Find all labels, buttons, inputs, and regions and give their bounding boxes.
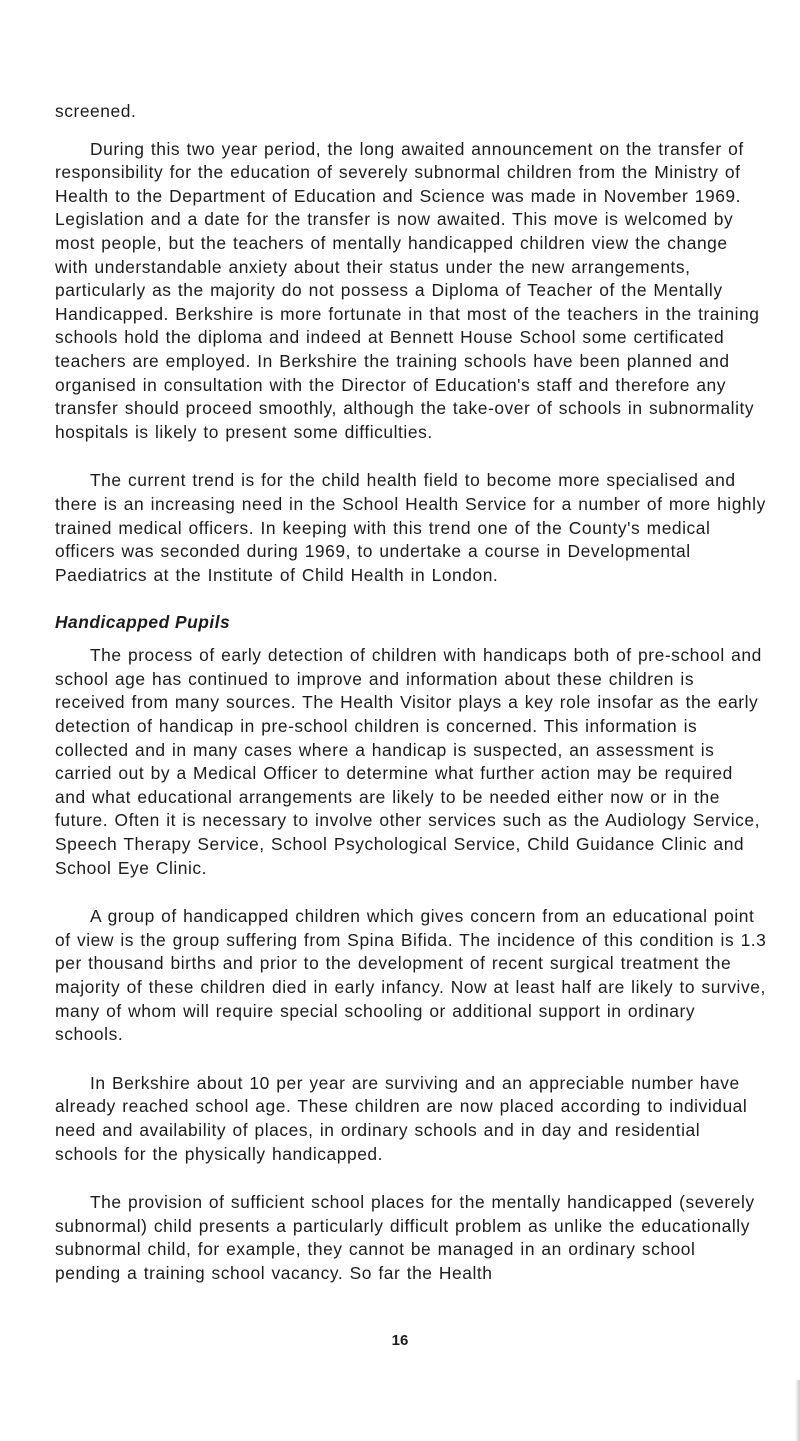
section-heading: Handicapped Pupils bbox=[55, 612, 231, 633]
paragraph-education-transfer: During this two year period, the long awaited announcement on the transfer of responsibility for the education of severely subnormal children from the Ministry of Health to the Department of Education and Science was made in November 1969. Legislation and a date for the transfer is now awaited. This move is welcomed by most people, but the teachers of mentally handicapped children view the change with understandable anxiety about their status under the new arrangements, particularly as the majority do not possess a Diploma of Teacher of the Mentally Handicapped. Berkshire is more fortunate in that most of the teachers in the training schools hold the diploma and indeed at Bennett House School some certificated teachers are employed. In Berkshire the training schools have been planned and organised in consultation with the Director of Education's staff and therefore any transfer should proceed smoothly, although the take-over of schools in subnormality hospitals is likely to present some difficulties. bbox=[55, 138, 760, 442]
paragraph-child-health-trend: The current trend is for the child health field to become more specialised and there is an increasing need in the School Health Service for a number of more highly trained medical officers. In keeping with this trend one of the County's medical officers was seconded during 1969, to undertake a course in Developmental Paediatrics at the Institute of Child Health in London. bbox=[55, 470, 766, 585]
paragraph-berkshire-survivors: In Berkshire about 10 per year are surviving and an appreciable number have already reached school age. These children are now placed according to individual need and availability of places, in ordinary schools and in day and residential schools for the physically handicapped. bbox=[55, 1072, 748, 1164]
document-page bbox=[55, 100, 767, 1286]
page-number: 16 bbox=[391, 1332, 409, 1349]
opening-fragment: screened. bbox=[55, 101, 137, 121]
paragraph-spina-bifida: A group of handicapped children which gives concern from an educational point of view is the group suffering from Spina Bifida. The incidence of this condition is 1.3 per thousand births and prior to the development of recent surgical treatment the majority of these children died in early infancy. Now at least half are likely to survive, many of whom will require special schooling or additional support in ordinary schools. bbox=[55, 906, 767, 1045]
paragraph-school-places: The provision of sufficient school places for the mentally handicapped (severely subnormal) child presents a particularly difficult problem as unlike the educationally subnormal child, for example, they cannot be managed in an ordinary school pending a training school vacancy. So far the Health bbox=[55, 1192, 755, 1283]
paragraph-early-detection: The process of early detection of children with handicaps both of pre-school and school age has continued to improve and information about these children is received from many sources. The Health Visitor plays a key role insofar as the early detection of handicap in pre-school children is concerned. This information is collected and in many cases where a handicap is suspected, an assessment is carried out by a Medical Officer to determine what further action may be required and what educational arrangements are likely to be needed either now or in the future. Often it is necessary to involve other services such as the Audiology Service, Speech Therapy Service, School Psychological Service, Child Guidance Clinic and School Eye Clinic. bbox=[55, 645, 762, 878]
page-edge-shadow bbox=[795, 1380, 800, 1441]
